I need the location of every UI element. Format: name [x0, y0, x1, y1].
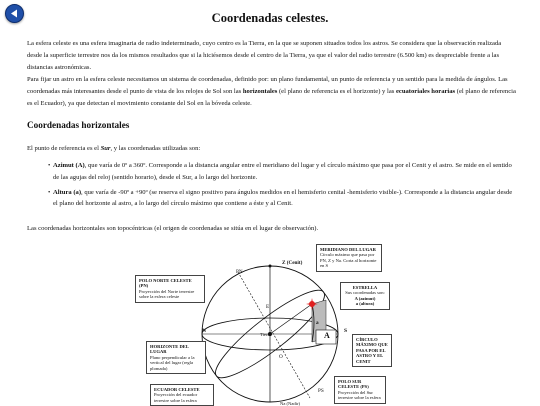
circulo-title: CÍRCULO MÁXIMO QUE PASA POR EL ASTRO Y EL CENIT — [356, 337, 388, 364]
estrella-line-1: A (azimut) — [354, 295, 376, 301]
label-n: N — [202, 328, 207, 334]
polo-norte-box — [135, 275, 205, 303]
horizonte-title: HORIZONTE DEL LUGAR — [150, 344, 189, 355]
polo-sur-text: Proyección del Sur terrestre sobre la esfera — [338, 389, 381, 401]
polar-axis — [238, 272, 310, 398]
polo-norte-title: POLO NORTE CELESTE (PN) — [139, 278, 192, 289]
intro-p2-text-c: (el plano de referencia es el horizonte) y las — [277, 88, 396, 96]
section-intro-a: El punto de referencia es el — [27, 145, 101, 152]
label-s: S — [344, 328, 348, 334]
polo-norte-text: Proyección del Norte terrestre sobre la esfera celeste — [139, 288, 195, 300]
celestial-sphere-diagram — [140, 242, 400, 405]
intro-p2-ecuatoriales: ecuatoriales horarias — [395, 88, 456, 96]
intro-p2-text-a: Para fijar un astro en la esfera celeste necesitamos un sistema de coordenadas, definido por: un plano fundamental, un punto de referencia y un sentido para la medida de ángulos. Las coordenadas más interesantes desde el punto de vista de los relojes de Sol son las — [27, 76, 508, 96]
polo-sur-title: POLO SUR CELESTE (PS) — [338, 379, 369, 390]
section-intro-sur: Sur — [100, 145, 111, 152]
label-a-big: A — [324, 331, 330, 340]
intro-p2-horizontales: horizontales — [242, 88, 278, 96]
meridiano-box — [316, 244, 382, 272]
horizonte-text: Plano perpendicular a la vertical del lugar (regla plomada) — [150, 354, 195, 371]
list-item-azimut — [27, 160, 517, 184]
star-line — [270, 304, 312, 334]
intro-paragraph-1: La esfera celeste es una esfera imaginaria de radio indeterminado, cuyo centro es la Tierra, en la que se suponen situados todos los astros. Se considera que la observación realizada desde la superficie terrestre nos da los mismos resultados que si la hiciésemos desde el centro de la Tierra, ya que el valor del radio terrestre (6.500 km) es despreciable frente a las distancias astronómicas. — [27, 40, 502, 72]
ecuador-box — [150, 384, 214, 406]
ecuador-text: Proyección del ecuador terrestre sobre la esfera — [154, 392, 198, 403]
label-o: O — [279, 354, 283, 360]
section-heading: Coordenadas horizontales — [27, 120, 130, 130]
coordinate-list — [27, 160, 517, 213]
circulo-box — [352, 334, 392, 367]
estrella-text: Sus coordenadas son: — [345, 290, 385, 296]
item-term: Altura (a) — [53, 188, 82, 196]
bullet-icon: • — [48, 162, 51, 169]
label-a-small: a — [316, 320, 319, 326]
section-outro: Las coordenadas horizontales son topocéntricas (el origen de coordenadas se sitúa en el lugar de observación). — [27, 225, 319, 232]
label-pn: PN — [236, 269, 243, 275]
polo-sur-box — [334, 376, 386, 404]
estrella-line-2: a (altura) — [355, 301, 375, 307]
item-text: , que varía de -90º a +90º (se reserva el signo positivo para ángulos medidos en el hemisferio cenital -hemisferio visible-). Corresponde a la distancia angular desde el plano del horizonte al astro, a lo largo del círculo máximo que contiene a éste y al Cenit. — [53, 188, 513, 208]
item-text: , que varía de 0º a 360º. Corresponde a la distancia angular entre el meridiano del lugar y el círculo máximo que pasa por el Cenit y el astro. Se mide en el sentido de las agujas del reloj (sentido horario), desde el Sur, a lo largo del horizonte. — [53, 162, 512, 181]
label-zenith: Z (Cenit) — [282, 260, 303, 266]
label-e: E — [266, 304, 270, 310]
section-intro — [27, 143, 517, 155]
label-nadir: Na (Nadir) — [280, 401, 301, 406]
list-item-altura — [27, 187, 517, 211]
estrella-title: ESTRELLA — [352, 285, 378, 290]
zenith-dot — [269, 265, 272, 268]
ecuador-title: ECUADOR CELESTE — [154, 387, 200, 392]
meridiano-text: Círculo máximo que pasa por PN, Z y Na. Corta al horizonte en S — [320, 252, 377, 269]
page-title: Coordenadas celestes. — [211, 11, 329, 25]
label-tierra: Tierra — [260, 332, 272, 337]
bullet-icon: • — [48, 188, 51, 196]
intro-paragraph-2 — [27, 74, 517, 111]
label-ps: PS — [318, 388, 324, 394]
intro-p2-text-e: (el plano de referencia es el Ecuador), ya que detectan el movimiento constante del Sol en la bóveda celeste. — [27, 88, 516, 108]
meridiano-title: MERIDIANO DEL LUGAR — [320, 247, 376, 252]
item-term: Azimut (A) — [53, 162, 85, 169]
estrella-box — [340, 282, 390, 310]
section-intro-c: , y las coordenadas utilizadas son: — [110, 145, 201, 152]
horizonte-box — [146, 341, 206, 374]
